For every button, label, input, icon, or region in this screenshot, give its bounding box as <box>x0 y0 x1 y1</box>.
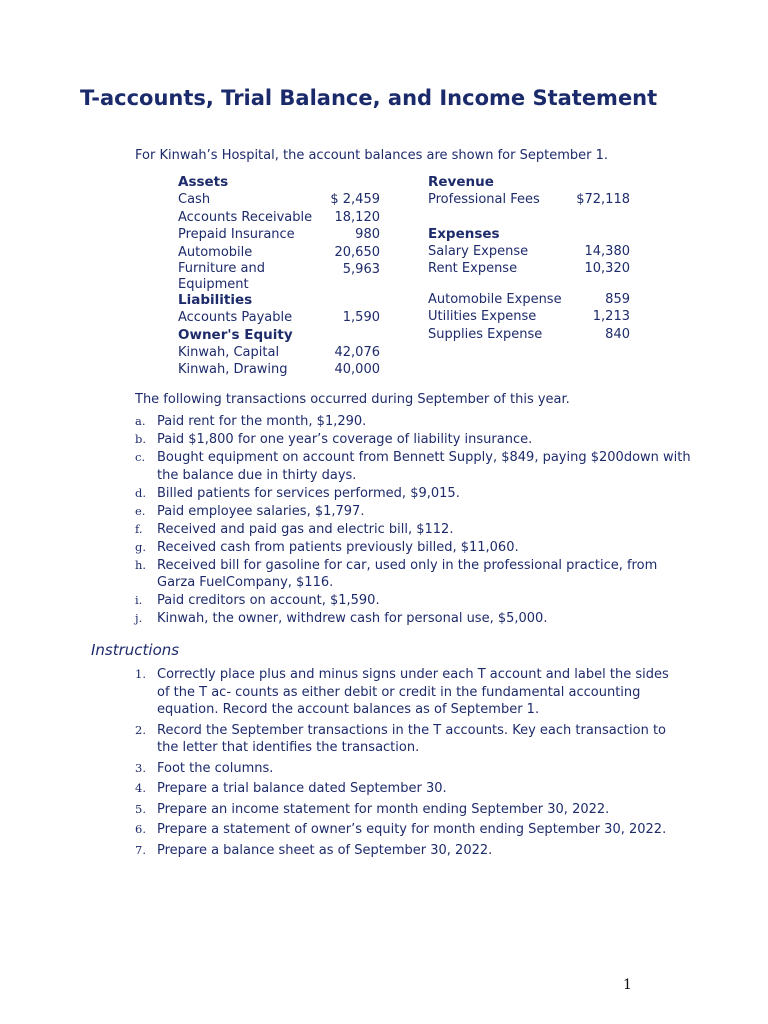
item-number: 4. <box>135 781 146 795</box>
list-item <box>135 413 695 431</box>
account-amount: 40,000 <box>334 362 380 377</box>
instructions-list <box>135 666 675 862</box>
transactions-list <box>135 413 695 628</box>
balances-left-column <box>178 174 380 379</box>
instructions-heading: Instructions <box>91 641 180 659</box>
page-number: 1 <box>623 977 632 993</box>
account-name: Utilities Expense <box>428 309 537 324</box>
list-item <box>135 557 695 592</box>
account-amount: $72,118 <box>576 192 630 207</box>
item-text: Billed patients for services performed, $9,015. <box>157 485 460 501</box>
list-item <box>135 842 675 860</box>
item-text: Received bill for gasoline for car, used only in the professional practice, from Garza FuelCompany, $116. <box>157 557 658 590</box>
list-item <box>135 485 695 503</box>
item-text: Prepare a balance sheet as of September 30, 2022. <box>157 842 493 858</box>
item-letter: b. <box>135 432 147 446</box>
list-item <box>135 801 675 819</box>
item-number: 2. <box>135 722 146 737</box>
account-row <box>178 309 380 327</box>
list-item <box>135 449 695 484</box>
account-amount: 1,213 <box>592 309 630 324</box>
account-name: Accounts Payable <box>178 310 293 325</box>
item-letter: e. <box>135 503 146 518</box>
account-name: Automobile <box>178 244 253 260</box>
list-item <box>135 610 695 628</box>
list-item <box>135 780 675 798</box>
item-text: Received and paid gas and electric bill, $112. <box>157 521 454 537</box>
item-text: Prepare a statement of owner’s equity for month ending September 30, 2022. <box>157 822 667 837</box>
account-amount: $ 2,459 <box>330 192 380 207</box>
account-name: Kinwah, Capital <box>178 344 280 360</box>
item-text: Paid $1,800 for one year’s coverage of liability insurance. <box>157 432 533 447</box>
item-text: Paid rent for the month, $1,290. <box>157 414 367 429</box>
owners-equity-heading: Owner's Equity <box>178 326 293 343</box>
account-name: Supplies Expense <box>428 326 543 342</box>
item-text: Bought equipment on account from Bennett Supply, $849, paying $200down with the balance due in thirty days. <box>157 450 691 483</box>
account-name: Rent Expense <box>428 261 518 276</box>
account-name: Accounts Receivable <box>178 209 313 225</box>
intro-text: For Kinwah’s Hospital, the account balances are shown for September 1. <box>135 148 609 163</box>
item-letter: h. <box>135 557 147 572</box>
item-text: Correctly place plus and minus signs under each T account and label the sides of the T ac- counts as either debit or credit in the fundamental accounting equation. Record the account balances as of September 1. <box>157 667 669 717</box>
account-amount: 42,076 <box>334 344 380 360</box>
liabilities-heading: Liabilities <box>178 292 253 308</box>
page-title: T-accounts, Trial Balance, and Income Statement <box>80 86 658 110</box>
list-item <box>135 503 695 521</box>
account-name: Cash <box>178 192 211 207</box>
account-amount: 980 <box>355 227 380 242</box>
account-amount: 20,650 <box>334 244 380 260</box>
account-row <box>428 308 630 326</box>
account-row <box>428 243 630 261</box>
assets-heading: Assets <box>178 174 229 190</box>
balances-right-column <box>428 174 630 343</box>
item-number: 3. <box>135 760 146 775</box>
revenue-heading: Revenue <box>428 174 494 190</box>
item-text: Record the September transactions in the T accounts. Key each transaction to the letter that identifies the transaction. <box>157 722 666 755</box>
item-letter: f. <box>135 521 143 536</box>
list-item <box>135 539 695 557</box>
account-name: Prepaid Insurance <box>178 227 295 242</box>
account-row <box>428 326 630 344</box>
list-item <box>135 760 675 778</box>
transactions-intro: The following transactions occurred during September of this year. <box>135 392 570 407</box>
account-row <box>178 261 380 292</box>
account-name: Salary Expense <box>428 243 529 259</box>
item-number: 1. <box>135 667 146 681</box>
account-row <box>178 209 380 227</box>
account-amount: 1,590 <box>342 310 380 325</box>
item-text: Foot the columns. <box>157 760 274 776</box>
account-row <box>428 260 630 278</box>
account-row <box>428 191 630 209</box>
account-name: Kinwah, Drawing <box>178 362 288 377</box>
list-item <box>135 592 695 610</box>
account-amount: 18,120 <box>334 209 380 225</box>
account-amount: 14,380 <box>584 243 630 259</box>
item-text: Paid employee salaries, $1,797. <box>157 503 365 519</box>
account-row <box>178 244 380 262</box>
expenses-heading: Expenses <box>428 225 500 242</box>
item-text: Prepare a trial balance dated September 30. <box>157 781 447 796</box>
list-item <box>135 666 675 719</box>
item-letter: d. <box>135 485 147 500</box>
list-item <box>135 722 675 757</box>
list-item <box>135 821 675 839</box>
item-number: 5. <box>135 801 146 816</box>
account-row <box>178 191 380 209</box>
account-amount: 5,963 <box>342 262 380 277</box>
item-letter: i. <box>135 593 143 607</box>
account-amount: 10,320 <box>584 261 630 276</box>
account-amount: 859 <box>605 291 630 307</box>
item-text: Paid creditors on account, $1,590. <box>157 593 380 608</box>
item-number: 6. <box>135 822 146 836</box>
account-name: Furniture and Equipment <box>178 261 265 292</box>
account-name: Professional Fees <box>428 192 540 207</box>
list-item <box>135 521 695 539</box>
item-letter: a. <box>135 414 146 428</box>
account-row <box>178 226 380 244</box>
item-letter: g. <box>135 539 147 554</box>
item-text: Received cash from patients previously billed, $11,060. <box>157 539 519 555</box>
item-letter: c. <box>135 450 146 464</box>
item-text: Prepare an income statement for month ending September 30, 2022. <box>157 801 610 817</box>
account-row <box>178 344 380 362</box>
item-letter: j. <box>135 611 143 625</box>
account-name: Automobile Expense <box>428 291 562 307</box>
account-amount: 840 <box>605 326 630 342</box>
account-row <box>428 291 630 309</box>
item-text: Kinwah, the owner, withdrew cash for personal use, $5,000. <box>157 611 548 626</box>
item-number: 7. <box>135 842 146 857</box>
account-row <box>178 361 380 379</box>
list-item <box>135 431 695 449</box>
